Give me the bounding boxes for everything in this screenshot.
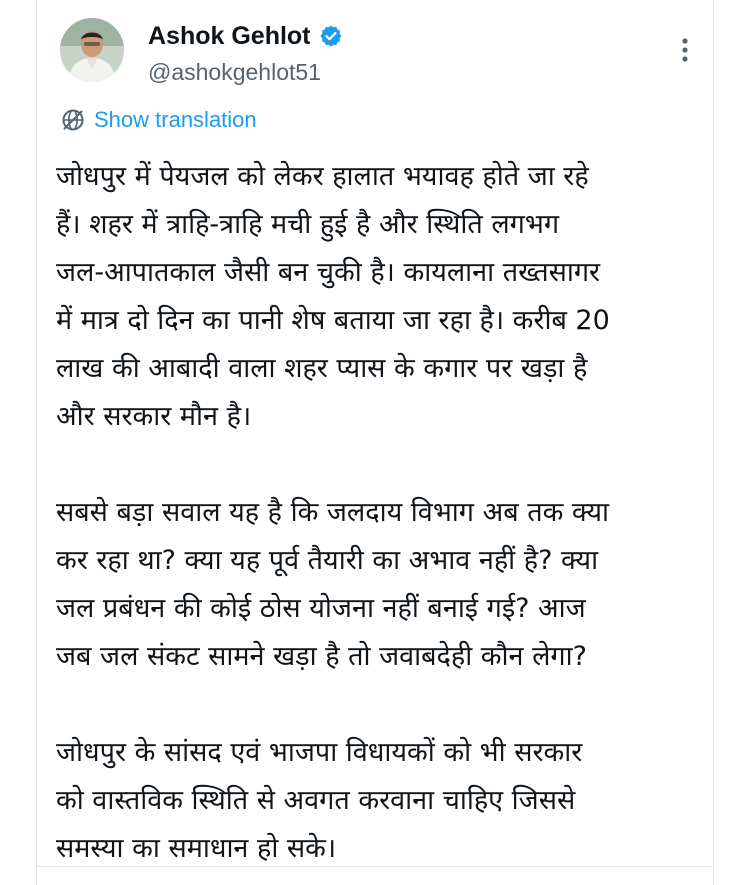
tweet-line: जल प्रबंधन की कोई ठोस योजना नहीं बनाई गई? आज <box>56 593 586 624</box>
tweet-line: लाख की आबादी वाला शहर प्यास के कगार पर खड़ा है <box>56 353 588 384</box>
handle[interactable]: @ashokgehlot51 <box>148 59 321 85</box>
tweet-line: को वास्तविक स्थिति से अवगत करवाना चाहिए जिससे <box>56 785 576 816</box>
show-translation-link[interactable] <box>60 106 257 134</box>
tweet-line: समस्या का समाधान हो सके। <box>56 833 337 864</box>
tweet-paragraph-3 <box>56 729 696 873</box>
tweet-text <box>56 153 696 873</box>
bottom-divider <box>36 866 714 867</box>
show-translation-label[interactable]: Show translation <box>94 107 257 132</box>
more-vertical-icon <box>681 37 689 63</box>
tweet-line: सबसे बड़ा सवाल यह है कि जलदाय विभाग अब तक क्या <box>56 497 610 528</box>
paragraph-gap <box>56 441 696 489</box>
display-name[interactable]: Ashok Gehlot <box>148 22 311 50</box>
tweet-line: जल-आपातकाल जैसी बन चुकी है। कायलाना तख्तसागर <box>56 257 601 288</box>
translate-globe-icon <box>60 107 86 133</box>
paragraph-gap <box>56 681 696 729</box>
tweet-line: जोधपुर के सांसद एवं भाजपा विधायकों को भी सरकार <box>56 737 583 768</box>
tweet-line: कर रहा था? क्या यह पूर्व तैयारी का अभाव नहीं है? क्या <box>56 545 599 576</box>
tweet-paragraph-2 <box>56 489 696 681</box>
avatar[interactable] <box>60 18 124 82</box>
tweet-line: जोधपुर में पेयजल को लेकर हालात भयावह होते जा रहे <box>56 161 589 192</box>
avatar-portrait-icon <box>60 18 124 82</box>
more-options-button[interactable] <box>670 32 700 68</box>
verified-badge-icon <box>319 24 343 48</box>
tweet-paragraph-1 <box>56 153 696 441</box>
tweet-line: जब जल संकट सामने खड़ा है तो जवाबदेही कौन लेगा? <box>56 641 587 672</box>
tweet-line: हैं। शहर में त्राहि-त्राहि मची हुई है और स्थिति लगभग <box>56 209 560 240</box>
tweet-line: में मात्र दो दिन का पानी शेष बताया जा रहा है। करीब 20 <box>56 305 610 336</box>
tweet-line: और सरकार मौन है। <box>56 401 252 432</box>
tweet-header <box>60 18 700 98</box>
